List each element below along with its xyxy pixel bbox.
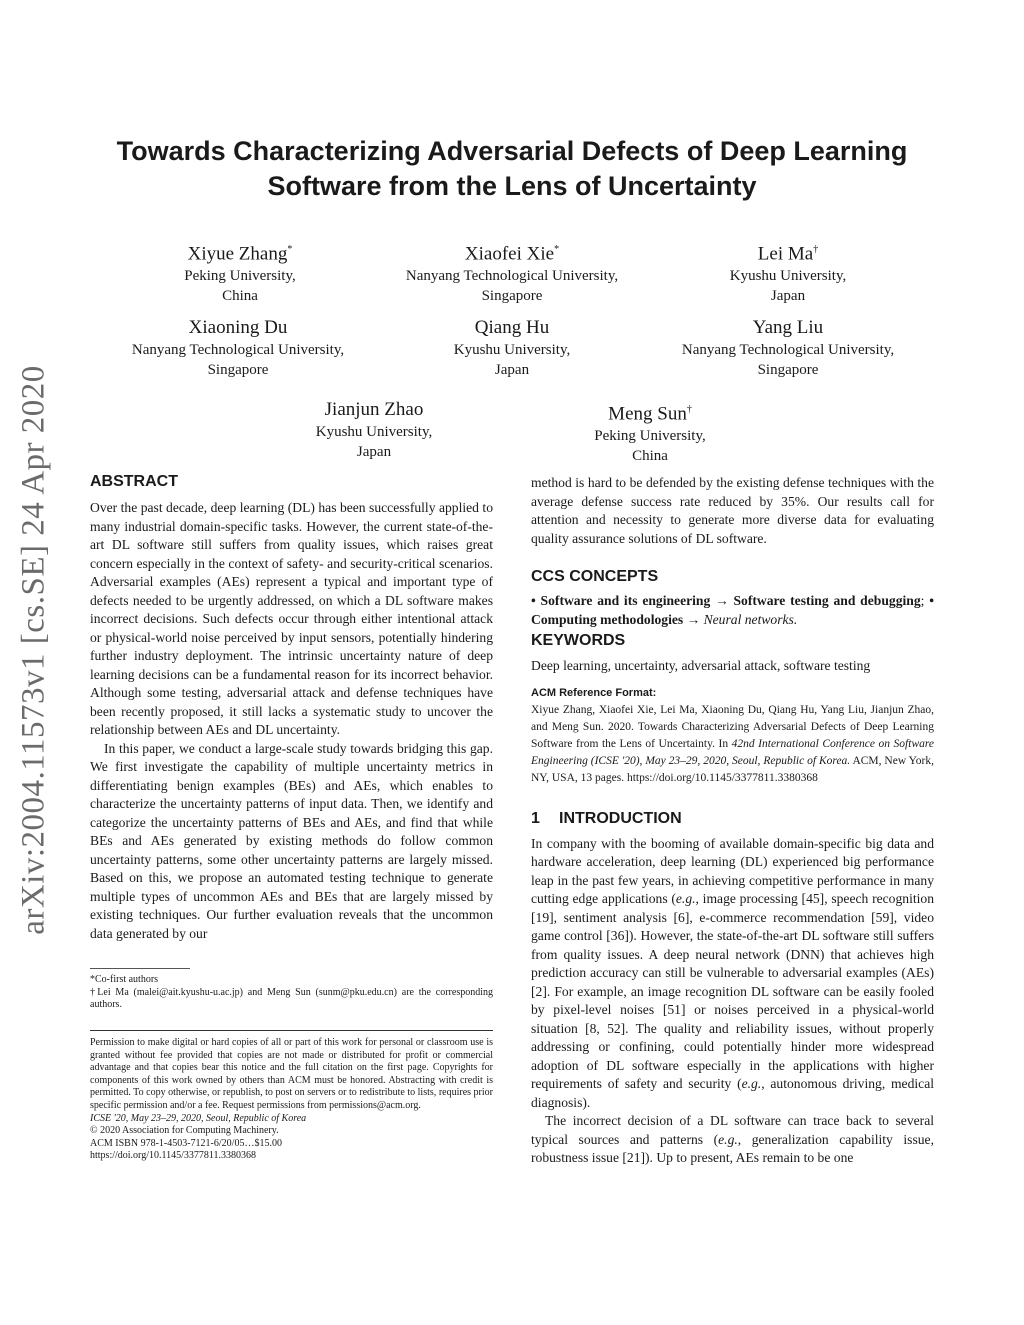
ccs-arrow-1: → (710, 593, 734, 608)
ccs-bullet-1: • Software and its engineering (531, 593, 711, 608)
author-block (648, 238, 928, 306)
author-affiliation: Nanyang Technological University, (405, 268, 619, 285)
title-line-2: Software from the Lens of Uncertainty (267, 171, 757, 201)
intro-eg: e.g. (718, 1131, 738, 1147)
acm-reference-text (531, 702, 934, 787)
intro-paragraph (531, 835, 934, 1113)
author-block (98, 316, 378, 380)
doi-link[interactable]: https://doi.org/10.1145/3377811.3380368 (90, 1150, 257, 1162)
arxiv-sidebar-stamp (14, 360, 54, 940)
author-name: Xiaoning Du (188, 317, 288, 338)
acm-reference-heading: ACM Reference Format: (531, 686, 657, 699)
footnote-corresponding: †Lei Ma (malei@ait.kyushu-u.ac.jp) and Meng Sun (sunm@pku.edu.cn) are the corresponding authors. (90, 986, 493, 1010)
author-mark: * (554, 244, 560, 255)
left-column (90, 472, 493, 943)
ccs-concepts (531, 592, 934, 629)
intro-text: The incorrect decision of a DL software can trace back to several typical sources and patterns ( (531, 1113, 934, 1147)
author-affiliation: Kyushu University, (453, 342, 571, 358)
author-footnotes (90, 974, 493, 1012)
author-name: Meng Sun (608, 403, 687, 425)
author-block (372, 238, 652, 306)
author-country: Singapore (757, 362, 819, 378)
ccs-arrow-2: → (683, 611, 704, 627)
ccs-separator: ; (920, 593, 930, 608)
intro-paragraph (531, 1112, 934, 1168)
abstract-heading: ABSTRACT (90, 473, 178, 490)
intro-eg: e.g. (741, 1076, 762, 1091)
author-affiliation: Peking University, (184, 268, 296, 285)
author-name: Qiang Hu (474, 317, 550, 338)
acm-reference-venue: 42nd International Conference on Software Engineering (ICSE '20), May 23–29, 2020, Seoul, Republic of Korea. (531, 737, 935, 767)
author-name: Jianjun Zhao (324, 399, 424, 420)
ccs-heading: CCS CONCEPTS (531, 568, 659, 585)
acm-reference-publisher: ACM, New York, NY, USA, 13 pages. https://doi.org/10.1145/3377811.3380368 (531, 754, 934, 784)
author-country: Japan (770, 288, 806, 305)
footnote-rule (90, 968, 190, 969)
section-title: INTRODUCTION (559, 809, 682, 827)
section-number: 1 (531, 809, 540, 827)
intro-eg: e.g. (675, 891, 696, 906)
intro-text: In company with the booming of available domain-specific big data and hardware acceleration, deep learning (DL) experienced big performance leap in the past few years, in achieving competitive performance in many cutting edge applications ( (531, 835, 934, 906)
author-name: Xiaofei Xie (464, 243, 555, 265)
author-mark: † (686, 404, 692, 415)
acm-reference-authors: Xiyue Zhang, Xiaofei Xie, Lei Ma, Xiaoning Du, Qiang Hu, Yang Liu, Jianjun Zhao, and Meng Sun. 2020. Towards Characterizing Adversarial Defects of Deep Learning Software from the Lens of Uncertainty. In (531, 703, 934, 750)
abstract-continuation: method is hard to be defended by the existing defense techniques with the average defense success rate reduced by 35%. Our results call for attention and necessity to generate more diverse data for evaluating quality assurance solutions of DL software. (531, 475, 934, 546)
author-country: Singapore (481, 288, 543, 305)
ccs-item-2: Neural networks. (703, 611, 798, 627)
paper-title (90, 134, 934, 204)
abstract-paragraph: Over the past decade, deep learning (DL) has been successfully applied to many industrial domain-specific tasks. However, the current state-of-the-art DL software still suffers from quality issues, which raises great concern especially in the context of safety- and security-critical scenarios. Adversarial examples (AEs) represent a typical and important type of defects needed to be urgently addressed, on which a DL software makes incorrect decisions. Such defects occur through either intentional attack or physical-world noise perceived by input sensors, potentially hindering further industry deployment. The intrinsic uncertainty nature of deep learning decisions can be a fundamental reason for its incorrect behavior. Although some testing, adversarial attack and defense techniques have been recently proposed, it still lacks a systematic study to uncover the relationship between AEs and DL uncertainty. (90, 500, 493, 737)
isbn-line: ACM ISBN 978-1-4503-7121-6/20/05…$15.00 (90, 1137, 282, 1149)
author-country: China (222, 288, 258, 305)
intro-text: , autonomous driving, medical diagnosis). (531, 1076, 934, 1110)
right-column (531, 474, 934, 1168)
author-affiliation: Peking University, (594, 428, 706, 445)
author-country: China (632, 448, 668, 465)
abstract-paragraph: In this paper, we conduct a large-scale study towards bridging this gap. We first investigate the capability of multiple uncertainty metrics in differentiating benign examples (BEs) and AEs, which enables to characterize the uncertainty patterns of input data. Then, we identify and categorize the uncertainty patterns of BEs and AEs, and find that while BEs and AEs generated by existing methods do follow common uncertainty patterns, some other uncertainty patterns are largely missed. Based on this, we propose an automated testing technique to generate multiple types of uncommon AEs and BEs that are largely missed by existing techniques. Our further evaluation reveals that the uncommon data generated by our (90, 740, 493, 941)
arxiv-id: arXiv:2004.11573v1 [cs.SE] 24 Apr 2020 (15, 365, 52, 935)
author-block (234, 398, 514, 462)
copyright-line: © 2020 Association for Computing Machinery. (90, 1125, 279, 1137)
title-line-1: Towards Characterizing Adversarial Defects of Deep Learning (116, 136, 908, 166)
ccs-item-1: Software testing and debugging (733, 593, 921, 608)
keywords-heading: KEYWORDS (531, 632, 626, 649)
author-name: Lei Ma (757, 243, 814, 265)
author-block (648, 316, 928, 380)
keywords-text: Deep learning, uncertainty, adversarial attack, software testing (531, 658, 871, 673)
author-country: Japan (494, 362, 530, 378)
ccs-bullet-2: • Computing methodologies (531, 593, 934, 627)
author-block (372, 316, 652, 380)
author-mark: * (287, 244, 293, 255)
author-name: Xiyue Zhang (187, 243, 288, 265)
author-affiliation: Kyushu University, (315, 424, 433, 440)
author-country: Singapore (207, 362, 269, 378)
author-affiliation: Nanyang Technological University, (131, 342, 345, 358)
acm-reference (531, 685, 934, 787)
permission-rule (90, 1030, 493, 1031)
venue-line: ICSE '20, May 23–29, 2020, Seoul, Republic of Korea (90, 1112, 307, 1124)
author-affiliation: Kyushu University, (729, 268, 847, 285)
author-country: Japan (356, 444, 392, 460)
intro-text: , image processing [45], speech recognition [19], sentiment analysis [6], e-commerce recommendation [59], video game control [36]). However, the state-of-the-art DL software still suffers from quality issues. A deep neural network (DNN) that achieves high prediction accuracy can still be vulnerable to adversarial examples (AEs) [2]. For example, an image recognition DL software can be easily fooled by pixel-level noises [51] or noises perceived in a physical-world situation [8, 52]. The quality and reliability issues, without properly addressing or confining, could potentially hinder more widespread adoption of DL software especially in the applications with higher requirements of safety and security ( (531, 891, 934, 1091)
author-mark: † (813, 244, 819, 255)
footnote-cofirst: *Co-first authors (90, 974, 159, 985)
author-name: Yang Liu (752, 317, 824, 338)
intro-heading (531, 809, 934, 829)
permission-block (90, 1037, 493, 1163)
permission-text: Permission to make digital or hard copies of all or part of this work for personal or classroom use is granted without fee provided that copies are not made or distributed for profit or commercial advantage and that copies bear this notice and the full citation on the first page. Copyrights for components of this work owned by others than ACM must be honored. Abstracting with credit is permitted. To copy otherwise, or republish, to post on servers or to redistribute to lists, requires prior specific permission and/or a fee. Request permissions from permissions@acm.org. (90, 1037, 493, 1111)
author-affiliation: Nanyang Technological University, (681, 342, 895, 358)
author-block (510, 398, 790, 466)
author-block (100, 238, 380, 306)
intro-text: , generalization capability issue, robustness issue [21]). Up to present, AEs remain to be one (531, 1131, 934, 1165)
